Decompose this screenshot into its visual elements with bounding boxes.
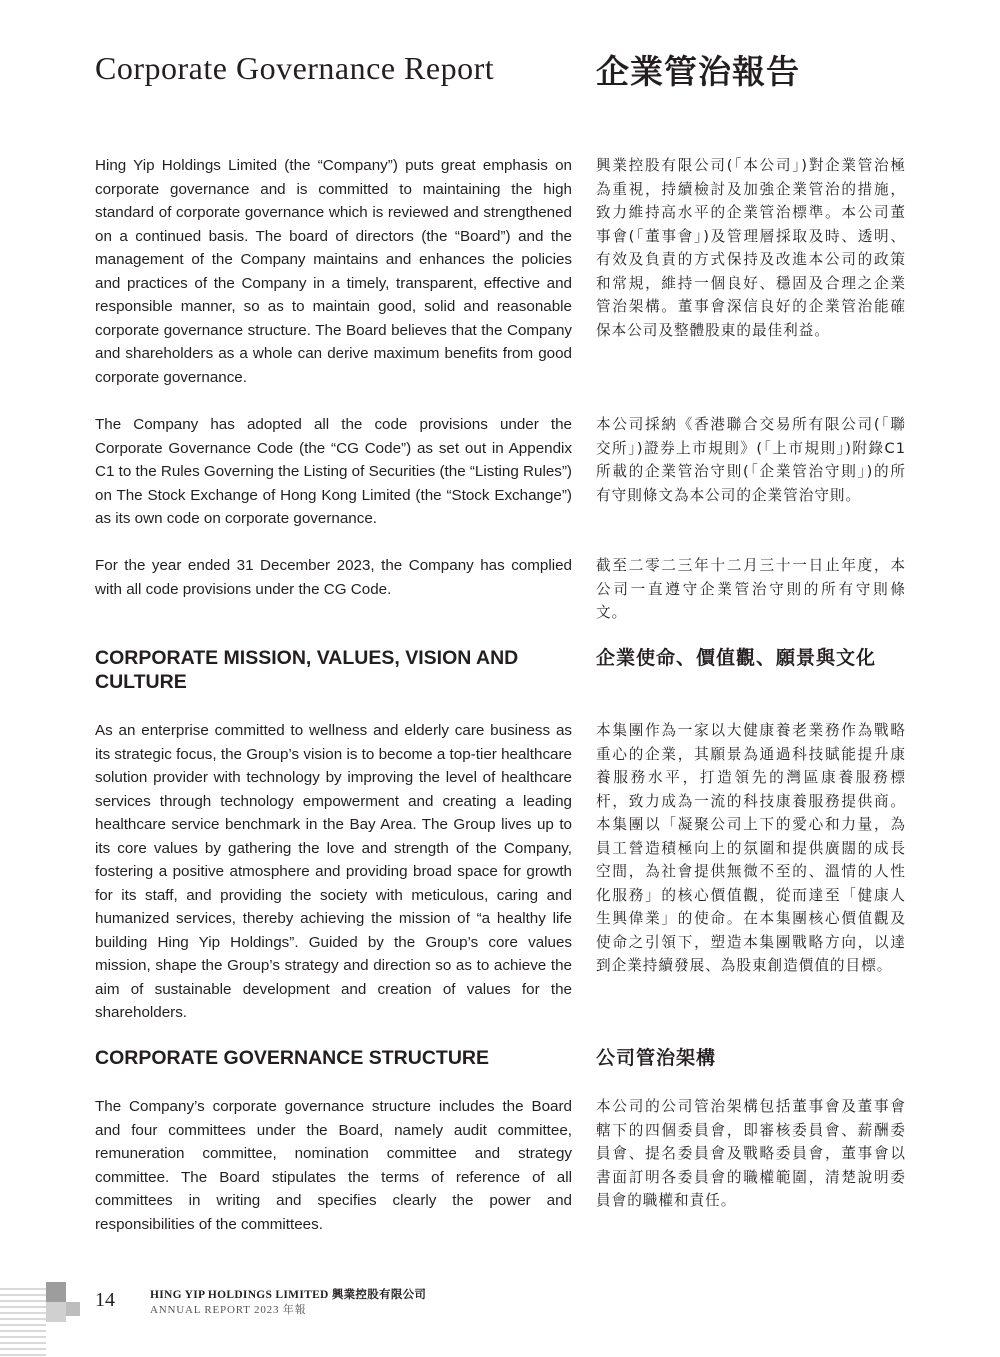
page-title-zh: 企業管治報告	[596, 52, 800, 91]
intro-paragraph-2-zh: 本公司採納《香港聯合交易所有限公司(「聯交所」)證券上市規則》(「上市規則」)附錄C1所載的企業管治守則(「企業管治守則」)的所有守則條文為本公司的企業管治守則。	[596, 416, 906, 504]
structure-heading-en: CORPORATE GOVERNANCE STRUCTURE	[95, 1047, 489, 1069]
mission-heading-zh: 企業使命、價值觀、願景與文化	[596, 647, 877, 669]
footer-report-title: ANNUAL REPORT 2023 年報	[150, 1304, 307, 1316]
mission-body-en: As an enterprise committed to wellness and elderly care business as its strategic focus, the Group’s vision is to become a top-tier healthcare solution provider with technology by improving the level of healthcare services through technology empowerment and creating a leading healthcare service benchmark in the Bay Area. The Group lives up to its core values by gathering the love and strength of the Company, fostering a positive atmosphere and providing broad space for growth for its staff, and providing the society with meticulous, caring and humanized services, thereby achieving the mission of “a healthy life building Hing Yip Holdings”. Guided by the Group’s core values mission, shape the Group’s strategy and direction so as to achieve the aim of sustainable development and creation of values for the shareholders.	[95, 722, 572, 1021]
intro-paragraph-1-zh: 興業控股有限公司(「本公司」)對企業管治極為重視，持續檢討及加強企業管治的措施，致力維持高水平的企業管治標準。本公司董事會(「董事會」)及管理層採取及時、透明、有效及負責的方式保持及改進本公司的政策和常規，維持一個良好、穩固及合理之企業管治架構。董事會深信良好的企業管治能確保本公司及整體股東的最佳利益。	[596, 157, 906, 339]
footer-company-name: HING YIP HOLDINGS LIMITED 興業控股有限公司	[150, 1289, 427, 1301]
intro-paragraph-3-en: For the year ended 31 December 2023, the Company has complied with all code provisions under the CG Code.	[95, 557, 572, 598]
intro-paragraph-1-en: Hing Yip Holdings Limited (the “Company”) puts great emphasis on corporate governance and is committed to maintaining the high standard of corporate governance which is reviewed and strengthened on a continued basis. The board of directors (the “Board”) and the management of the Company maintains and enhances the policies and practices of the Company in a timely, transparent, effective and responsible manner, so as to maintain good, solid and reasonable corporate governance structure. The Board believes that the Company and shareholders as a whole can derive maximum benefits from good corporate governance.	[95, 157, 572, 386]
mission-heading-en: CORPORATE MISSION, VALUES, VISION AND CULTURE	[95, 647, 519, 693]
page-number: 14	[95, 1289, 115, 1311]
footer-decoration-icon	[0, 1282, 82, 1357]
structure-body-en: The Company’s corporate governance structure includes the Board and four committees under the Board, namely audit committee, remuneration committee, nomination committee and strategy committee. The Board stipulates the terms of reference of all committees in writing and specifies clearly the power and responsibilities of the committees.	[95, 1098, 572, 1233]
intro-paragraph-3-zh: 截至二零二三年十二月三十一日止年度，本公司一直遵守企業管治守則的所有守則條文。	[596, 557, 906, 621]
intro-paragraph-2-en: The Company has adopted all the code provisions under the Corporate Governance Code (the “CG Code”) as set out in Appendix C1 to the Rules Governing the Listing of Securities (the “Listing Rules”) on The Stock Exchange of Hong Kong Limited (the “Stock Exchange”) as its own code on corporate governance.	[95, 416, 572, 527]
structure-heading-zh: 公司管治架構	[596, 1047, 717, 1069]
page-title-en: Corporate Governance Report	[95, 50, 495, 86]
structure-body-zh: 本公司的公司管治架構包括董事會及董事會轄下的四個委員會，即審核委員會、薪酬委員會、提名委員會及戰略委員會，董事會以書面訂明各委員會的職權範圍，清楚說明委員會的職權和責任。	[596, 1098, 906, 1209]
mission-body-zh: 本集團作為一家以大健康養老業務作為戰略重心的企業，其願景為通過科技賦能提升康養服務水平，打造領先的灣區康養服務標杆，致力成為一流的科技康養服務提供商。本集團以「凝聚公司上下的愛心和力量，為員工營造積極向上的氛圍和提供廣闊的成長空間，為社會提供無微不至的、溫情的人性化服務」的核心價值觀，從而達至「健康人生興偉業」的使命。在本集團核心價值觀及使命之引領下，塑造本集團戰略方向，以達到企業持續發展、為股東創造價值的目標。	[596, 722, 906, 974]
